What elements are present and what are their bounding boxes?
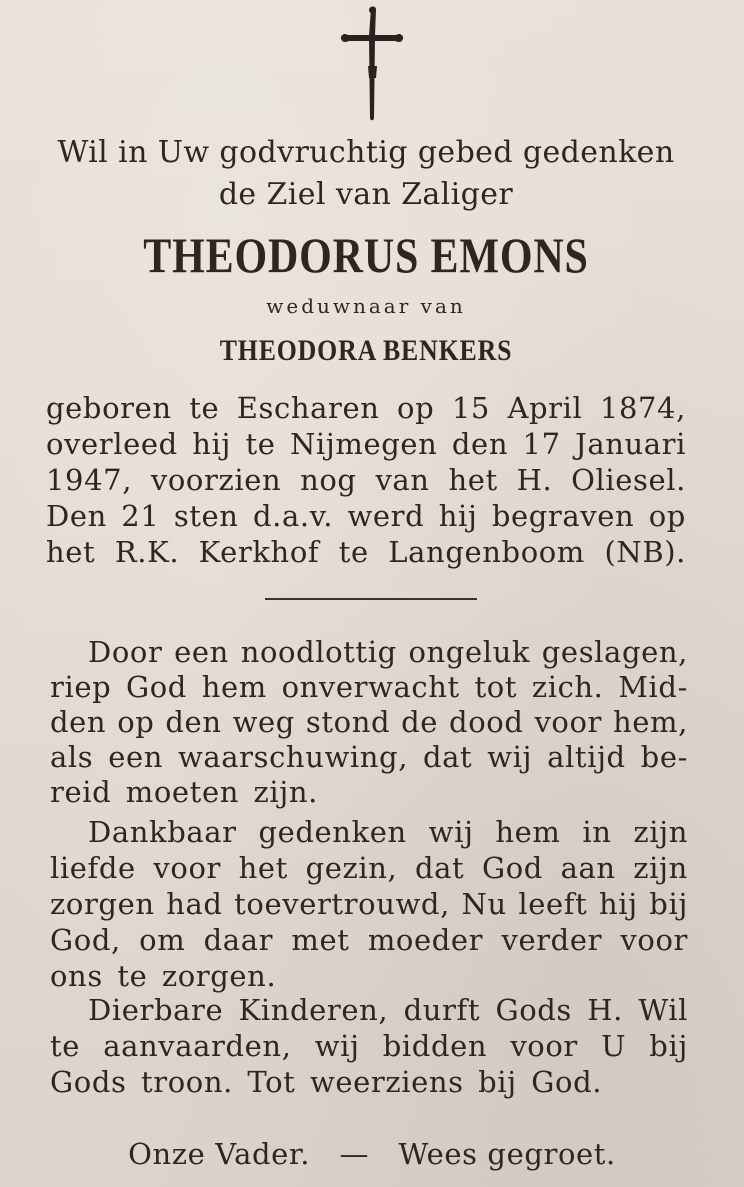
word: voor xyxy=(534,705,603,739)
word: hem xyxy=(495,815,561,849)
paragraph-2-line xyxy=(50,923,688,957)
word: Kinderen, xyxy=(238,993,389,1027)
word: ons xyxy=(50,959,103,993)
word: wij xyxy=(314,1029,360,1063)
word: moeten xyxy=(125,775,239,809)
word: Januari xyxy=(575,427,686,461)
word: April xyxy=(507,391,583,425)
word: U xyxy=(601,1029,627,1063)
word: op xyxy=(648,499,686,533)
word: sten xyxy=(173,499,239,533)
word: R.K. xyxy=(114,535,180,569)
word: een xyxy=(174,635,229,669)
divider-line xyxy=(265,598,477,600)
word: overleed xyxy=(46,427,178,461)
word: zorgen xyxy=(50,887,155,921)
word: weerziens xyxy=(309,1065,464,1099)
word: Gods xyxy=(50,1065,127,1099)
word: tot xyxy=(474,670,518,704)
word: Wil xyxy=(638,993,688,1027)
word: hij xyxy=(192,427,232,461)
word: stond xyxy=(305,705,391,739)
word: 15 xyxy=(451,391,490,425)
paragraph-2-line xyxy=(50,851,688,885)
paragraph-3-line xyxy=(50,993,688,1027)
word: 17 xyxy=(522,427,561,461)
biography-line xyxy=(46,391,686,425)
word: (NB). xyxy=(604,535,686,569)
word: voor xyxy=(620,923,688,957)
word: gedenken xyxy=(258,815,407,849)
word: voor xyxy=(510,1029,578,1063)
word: te xyxy=(50,1029,81,1063)
word: d.a.v. xyxy=(253,499,334,533)
word: Escharen xyxy=(236,391,380,425)
word: daar xyxy=(203,923,274,957)
word: op xyxy=(117,705,155,739)
word: Langenboom xyxy=(388,535,585,569)
word: werd xyxy=(347,499,425,533)
word: op xyxy=(397,391,435,425)
word: weg xyxy=(232,705,295,739)
word: dat xyxy=(422,740,473,774)
word: te xyxy=(117,959,148,993)
closing-prayer xyxy=(100,1137,644,1171)
word: bij xyxy=(478,1065,517,1099)
word: altijd xyxy=(547,740,626,774)
intro-line-1: Wil in Uw godvruchtig gebed gedenken xyxy=(57,135,675,170)
word: waarschuwing, xyxy=(177,740,409,774)
word: den xyxy=(165,705,222,739)
word: bidden xyxy=(382,1029,488,1063)
word: zijn. xyxy=(253,775,318,809)
paragraph-3-line xyxy=(50,1065,688,1099)
word: Tot xyxy=(247,1065,296,1099)
paragraph-1-line xyxy=(50,670,688,704)
paragraph-1-line xyxy=(50,705,688,739)
word: geboren xyxy=(46,391,172,425)
word: aanvaarden, xyxy=(103,1029,292,1063)
word: hem, xyxy=(613,705,688,739)
word: gezin, xyxy=(305,851,398,885)
paragraph-1-line xyxy=(50,775,688,809)
word: het xyxy=(46,535,96,569)
word: Door xyxy=(88,635,163,669)
word: ongeluk xyxy=(408,635,531,669)
word: noodlottig xyxy=(240,635,397,669)
biography-line xyxy=(46,463,686,497)
word: de xyxy=(401,705,439,739)
word: in xyxy=(582,815,612,849)
word: hij xyxy=(438,499,478,533)
word: bij xyxy=(649,1029,688,1063)
word: 21 xyxy=(121,499,160,533)
word: leeft xyxy=(518,887,588,921)
word: als xyxy=(50,740,94,774)
spouse-name: THEODORA BENKERS xyxy=(219,334,513,367)
word: H. xyxy=(516,463,553,497)
paragraph-3-line xyxy=(50,1029,688,1063)
word: Oliesel. xyxy=(571,463,686,497)
word: het xyxy=(448,463,498,497)
word: Gods xyxy=(495,993,572,1027)
word: God xyxy=(481,851,543,885)
paragraph-2-line xyxy=(50,887,688,921)
paragraph-2-line xyxy=(50,815,688,849)
closing-prayer-text: Onze Vader. — Wees gegroet. xyxy=(128,1137,616,1171)
word: met xyxy=(291,923,350,957)
word: verder xyxy=(501,923,603,957)
word: aan xyxy=(560,851,616,885)
word: een xyxy=(108,740,163,774)
word: riep xyxy=(50,670,112,704)
word: be- xyxy=(640,740,688,774)
word: troon. xyxy=(140,1065,233,1099)
word: bij xyxy=(649,887,688,921)
word: van xyxy=(375,463,430,497)
word: God, xyxy=(50,923,121,957)
word: Nijmegen xyxy=(289,427,438,461)
word: om xyxy=(139,923,186,957)
word: zich. xyxy=(531,670,604,704)
word: te xyxy=(245,427,276,461)
word: H. xyxy=(587,993,623,1027)
word: voor xyxy=(153,851,221,885)
word: nog xyxy=(300,463,357,497)
word: zijn xyxy=(633,815,688,849)
latin-cross-icon xyxy=(340,6,404,122)
word: durft xyxy=(403,993,481,1027)
word: Nu xyxy=(461,887,507,921)
word: het xyxy=(238,851,288,885)
word: moeder xyxy=(367,923,484,957)
word: begraven xyxy=(491,499,635,533)
word: zorgen. xyxy=(161,959,277,993)
paragraph-2-line xyxy=(50,959,688,993)
biography-line xyxy=(46,499,686,533)
word: dat xyxy=(415,851,465,885)
word: te xyxy=(189,391,220,425)
word: 1874, xyxy=(599,391,686,425)
word: te xyxy=(338,535,369,569)
word: geslagen, xyxy=(541,635,688,669)
word: wij xyxy=(487,740,533,774)
biography-line xyxy=(46,427,686,461)
word: toevertrouwd, xyxy=(234,887,450,921)
word: Dierbare xyxy=(88,993,224,1027)
word: liefde xyxy=(50,851,136,885)
word: Den xyxy=(46,499,107,533)
word: den xyxy=(451,427,509,461)
word: Dankbaar xyxy=(88,815,237,849)
word: onverwacht xyxy=(281,670,460,704)
word: had xyxy=(166,887,223,921)
word: den xyxy=(50,705,107,739)
word: dood xyxy=(449,705,524,739)
biography-line xyxy=(46,535,686,569)
word: hem xyxy=(201,670,267,704)
word: voorzien xyxy=(150,463,282,497)
intro-line-2: de Ziel van Zaliger xyxy=(218,177,514,212)
word: God. xyxy=(531,1065,603,1099)
word: Mid- xyxy=(618,670,688,704)
paragraph-1-line xyxy=(50,740,688,774)
word: wij xyxy=(428,815,474,849)
paragraph-1-line xyxy=(50,635,688,669)
relation-text: weduwnaar van xyxy=(266,294,466,318)
deceased-name: THEODORUS EMONS xyxy=(143,227,589,283)
word: Kerkhof xyxy=(198,535,320,569)
word: hij xyxy=(598,887,638,921)
word: reid xyxy=(50,775,112,809)
word: 1947, xyxy=(46,463,133,497)
word: God xyxy=(125,670,187,704)
word: zijn xyxy=(633,851,688,885)
